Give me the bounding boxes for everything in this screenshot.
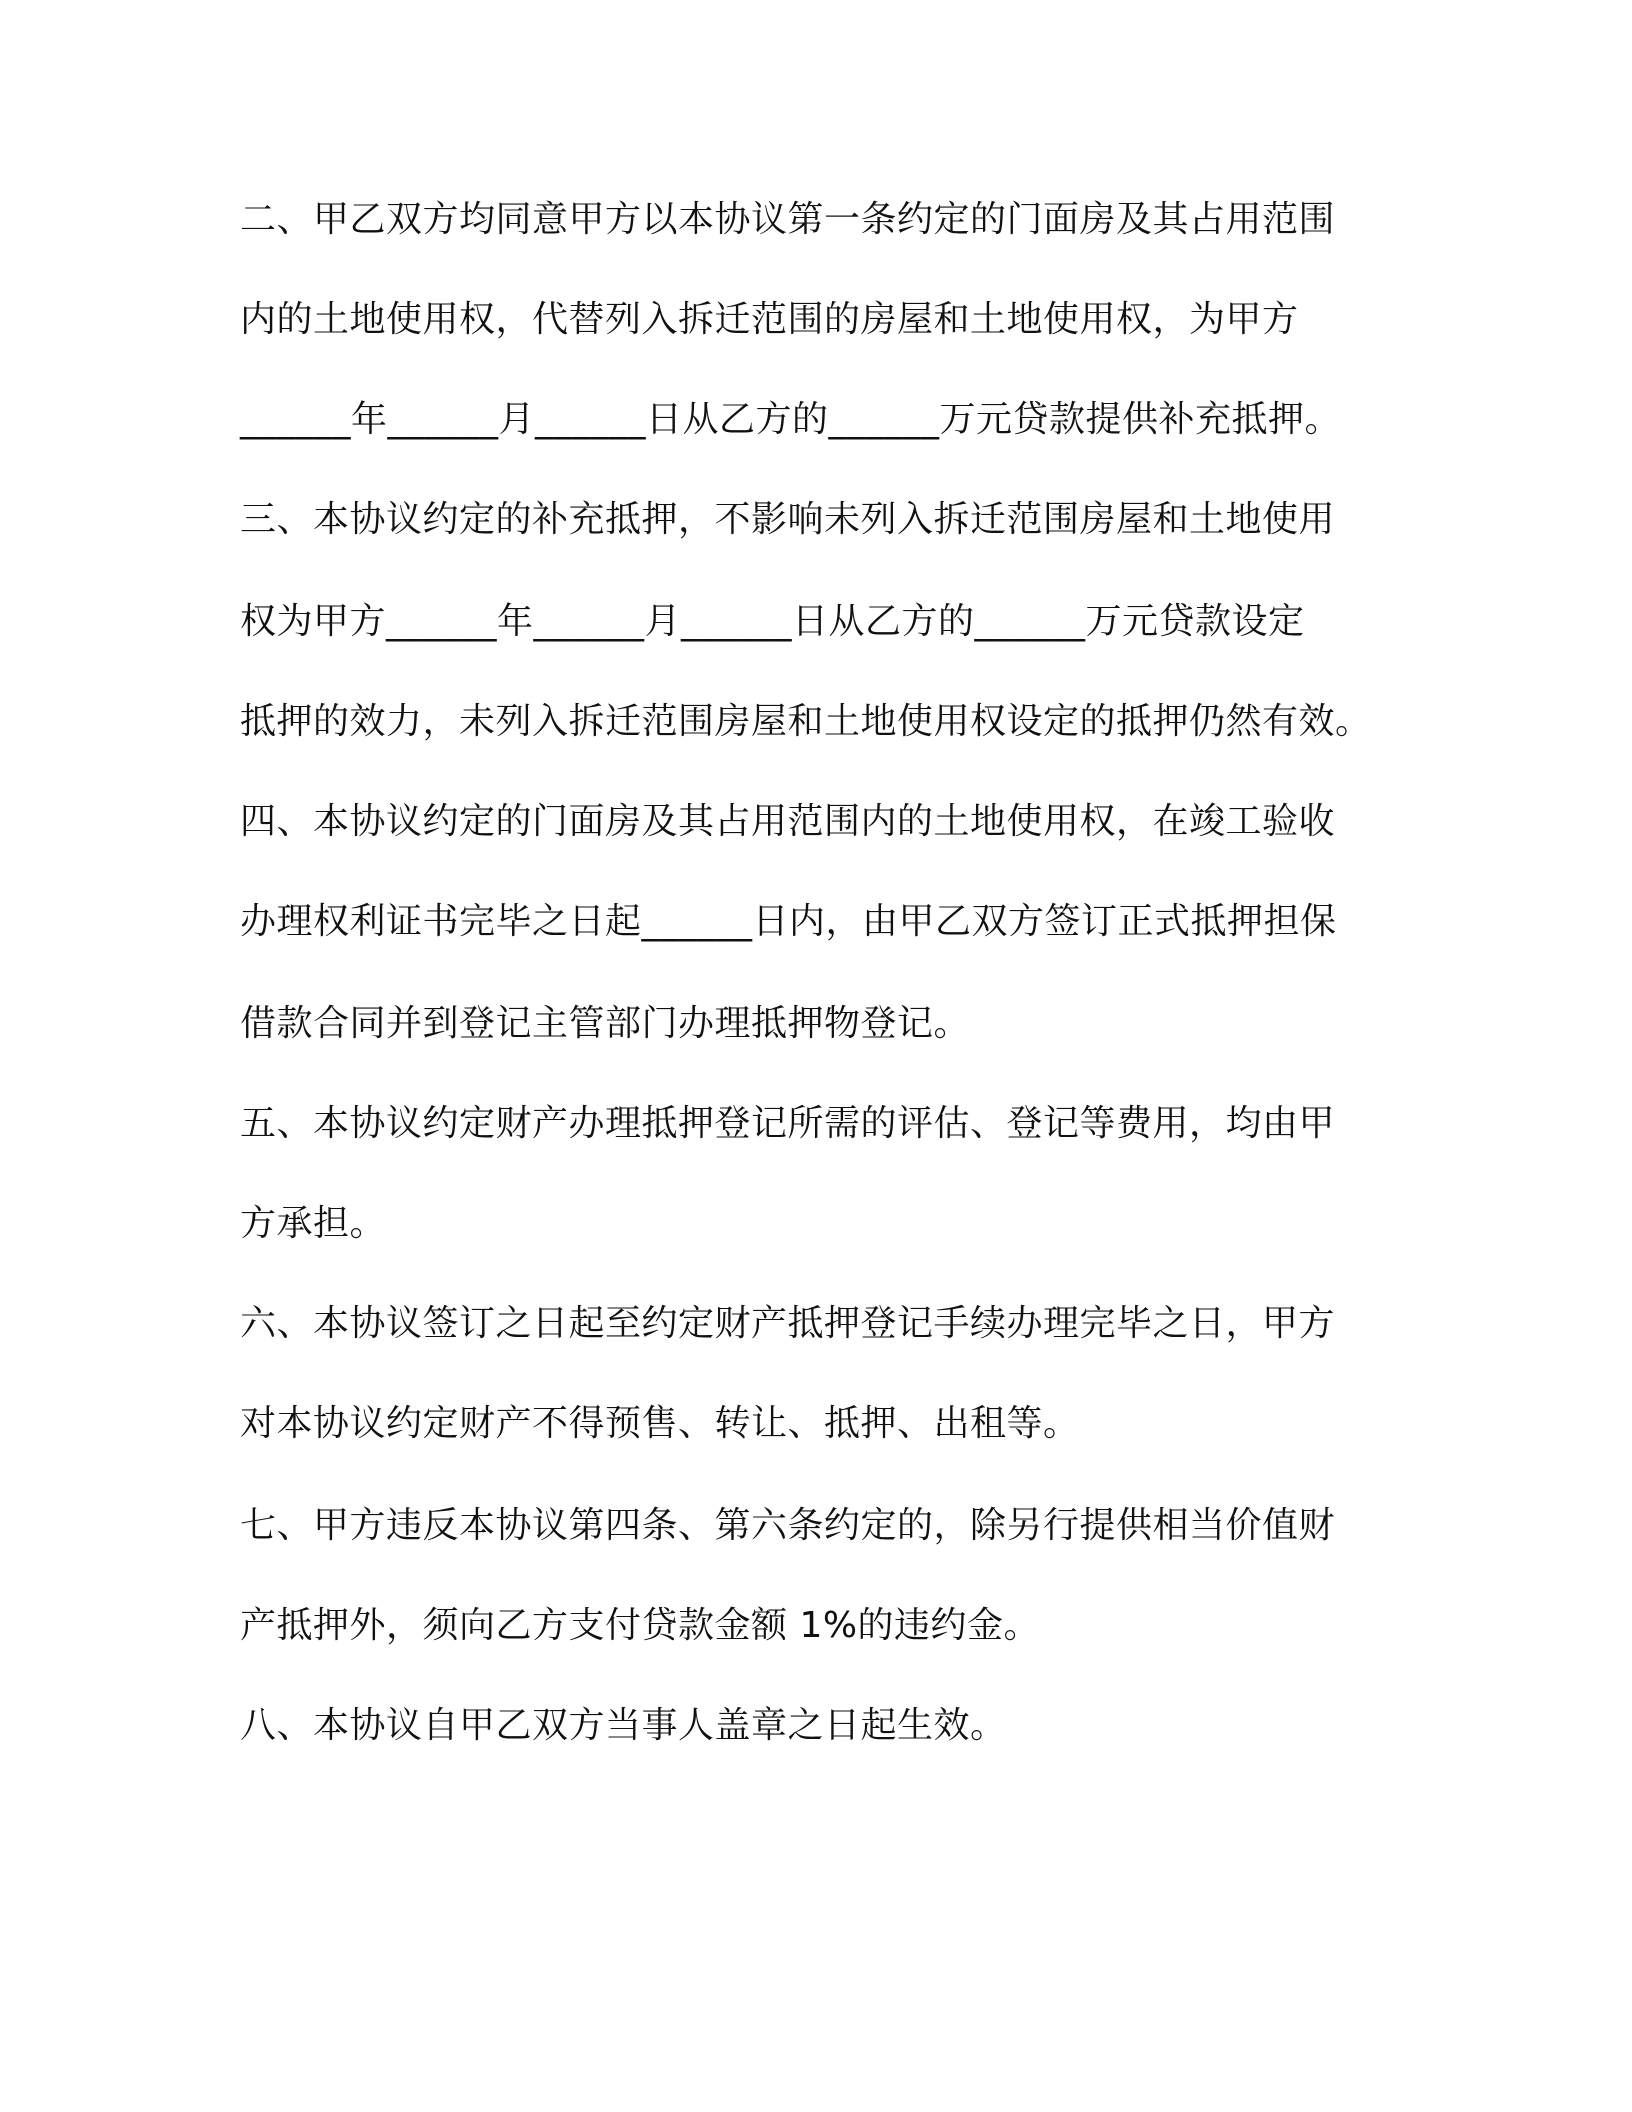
clause-4-line-1: 四、本协议约定的门面房及其占用范围内的土地使用权，在竣工验收 [240,801,1336,842]
clause-6-line-2: 对本协议约定财产不得预售、转让、抵押、出租等。 [240,1403,1080,1444]
clause-5-line-1: 五、本协议约定财产办理抵押登记所需的评估、登记等费用，均由甲 [240,1103,1336,1144]
clause-2-line-1: 二、甲乙双方均同意甲方以本协议第一条约定的门面房及其占用范围 [240,199,1336,240]
clause-4-line-3: 借款合同并到登记主管部门办理抵押物登记。 [240,1003,971,1044]
clause-7-line-1: 七、甲方违反本协议第四条、第六条约定的，除另行提供相当价值财 [240,1505,1336,1546]
clause-4-line-2: 办理权利证书完毕之日起______日内，由甲乙双方签订正式抵押担保 [240,901,1337,942]
clause-2-line-2: 内的土地使用权，代替列入拆迁范围的房屋和土地使用权，为甲方 [240,299,1299,340]
clause-3-line-2: 权为甲方______年______月______日从乙方的______万元贷款设定 [240,601,1305,642]
clause-7-line-2: 产抵押外，须向乙方支付贷款金额 1%的违约金。 [240,1605,1041,1646]
clause-2-line-3: ______年______月______日从乙方的______万元贷款提供补充抵押。 [240,399,1342,440]
clause-8-line-1: 八、本协议自甲乙双方当事人盖章之日起生效。 [240,1705,1007,1746]
clause-5-line-2: 方承担。 [240,1203,387,1244]
clause-6-line-1: 六、本协议签订之日起至约定财产抵押登记手续办理完毕之日，甲方 [240,1303,1336,1344]
clause-3-line-1: 三、本协议约定的补充抵押，不影响未列入拆迁范围房屋和土地使用 [240,499,1336,540]
clause-3-line-3: 抵押的效力，未列入拆迁范围房屋和土地使用权设定的抵押仍然有效。 [240,701,1372,742]
